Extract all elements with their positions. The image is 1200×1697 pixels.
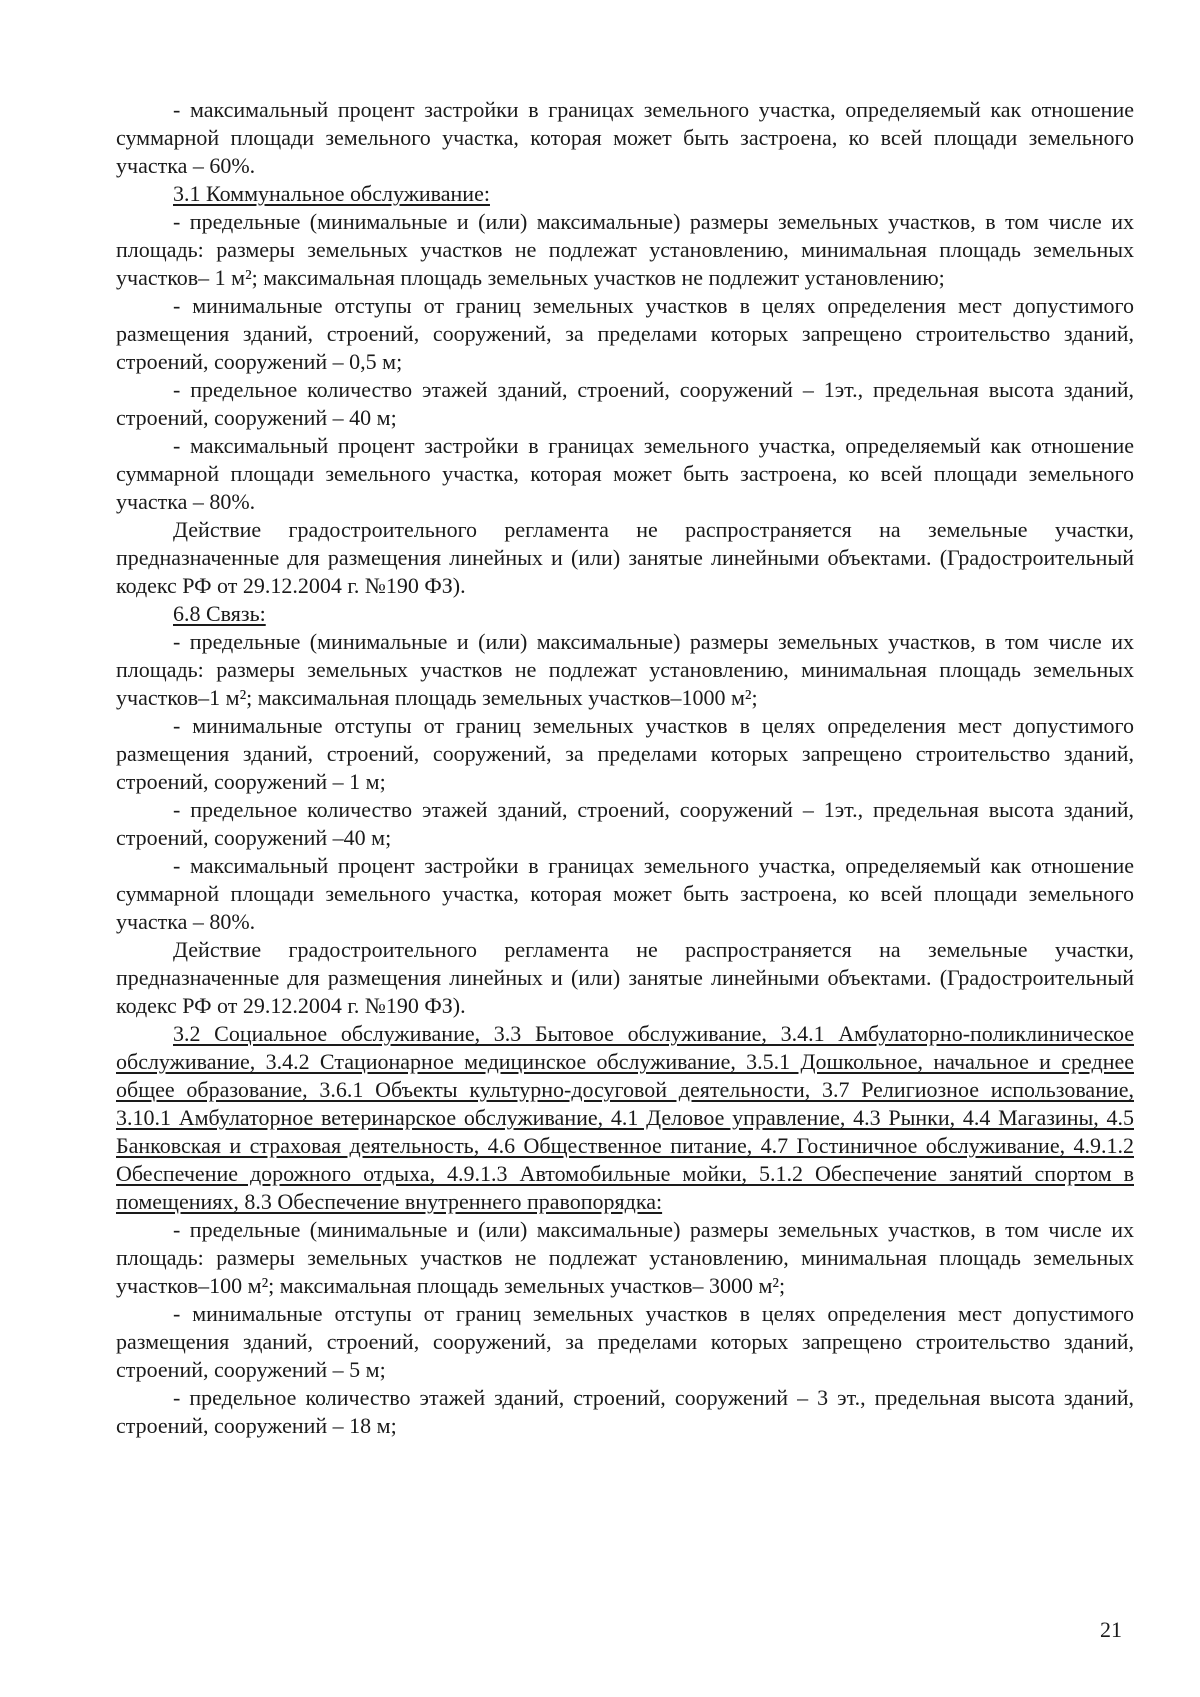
section-heading: 3.2 Социальное обслуживание, 3.3 Бытовое обслуживание, 3.4.1 Амбулаторно-поликлиническое обслуживание, 3.4.2 Стационарное медицинское обслуживание, 3.5.1 Дошкольное, начальное и среднее общее образование, 3.6.1 Объекты культурно-досуговой деятельности, 3.7 Религиозное использование, 3.10.1 Амбулаторное ветеринарское обслуживание, 4.1 Деловое управление, 4.3 Рынки, 4.4 Магазины, 4.5 Банковская и страховая деятельность, 4.6 Общественное питание, 4.7 Гостиничное обслуживание, 4.9.1.2 Обеспечение дорожного отдыха, 4.9.1.3 Автомобильные мойки, 5.1.2 Обеспечение занятий спортом в помещениях, 8.3 Обеспечение внутреннего правопорядка: (116, 1021, 1134, 1214)
paragraph: Действие градостроительного регламента не распространяется на земельные участки, предназначенные для размещения линейных и (или) занятые линейными объектами. (Градостроительный кодекс РФ от 29.12.2004 г. №190 ФЗ). (116, 517, 1134, 598)
paragraph: - минимальные отступы от границ земельных участков в целях определения мест допустимого размещения зданий, строений, сооружений, за пределами которых запрещено строительство зданий, строений, сооружений – 0,5 м; (116, 293, 1134, 374)
section-heading: 6.8 Связь: (173, 601, 266, 626)
section-heading: 3.1 Коммунальное обслуживание: (173, 181, 490, 206)
paragraph: - максимальный процент застройки в границах земельного участка, определяемый как отношение суммарной площади земельного участка, которая может быть застроена, ко всей площади земельного участка – 80%. (116, 433, 1134, 514)
paragraph: - предельное количество этажей зданий, строений, сооружений – 3 эт., предельная высота зданий, строений, сооружений – 18 м; (116, 1385, 1134, 1438)
paragraph: - предельные (минимальные и (или) максимальные) размеры земельных участков, в том числе их площадь: размеры земельных участков не подлежат установлению, минимальная площадь земельных участков–100 м²; максимальная площадь земельных участков– 3000 м²; (116, 1217, 1134, 1298)
paragraph: - максимальный процент застройки в границах земельного участка, определяемый как отношение суммарной площади земельного участка, которая может быть застроена, ко всей площади земельного участка – 80%. (116, 853, 1134, 934)
paragraph: Действие градостроительного регламента не распространяется на земельные участки, предназначенные для размещения линейных и (или) занятые линейными объектами. (Градостроительный кодекс РФ от 29.12.2004 г. №190 ФЗ). (116, 937, 1134, 1018)
paragraph: - минимальные отступы от границ земельных участков в целях определения мест допустимого размещения зданий, строений, сооружений, за пределами которых запрещено строительство зданий, строений, сооружений – 5 м; (116, 1301, 1134, 1382)
paragraph: - предельные (минимальные и (или) максимальные) размеры земельных участков, в том числе их площадь: размеры земельных участков не подлежат установлению, минимальная площадь земельных участков– 1 м²; максимальная площадь земельных участков не подлежит установлению; (116, 209, 1134, 290)
paragraph: - максимальный процент застройки в границах земельного участка, определяемый как отношение суммарной площади земельного участка, которая может быть застроена, ко всей площади земельного участка – 60%. (116, 97, 1134, 178)
paragraph: - предельное количество этажей зданий, строений, сооружений – 1эт., предельная высота зданий, строений, сооружений –40 м; (116, 797, 1134, 850)
paragraph: - минимальные отступы от границ земельных участков в целях определения мест допустимого размещения зданий, строений, сооружений, за пределами которых запрещено строительство зданий, строений, сооружений – 1 м; (116, 713, 1134, 794)
page-number: 21 (1100, 1617, 1122, 1642)
paragraph: - предельное количество этажей зданий, строений, сооружений – 1эт., предельная высота зданий, строений, сооружений – 40 м; (116, 377, 1134, 430)
document-body (116, 96, 1134, 1440)
paragraph: - предельные (минимальные и (или) максимальные) размеры земельных участков, в том числе их площадь: размеры земельных участков не подлежат установлению, минимальная площадь земельных участков–1 м²; максимальная площадь земельных участков–1000 м²; (116, 629, 1134, 710)
